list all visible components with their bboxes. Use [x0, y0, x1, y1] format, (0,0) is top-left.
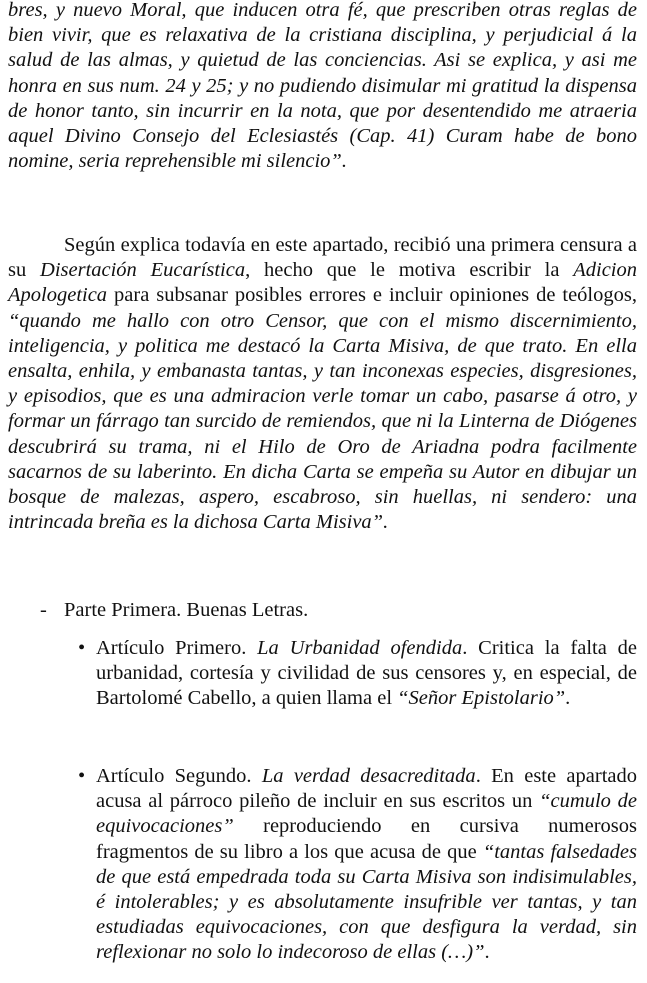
bullet-item-1 — [78, 636, 637, 712]
main-text-3: para subsanar posibles errores e incluir opiniones de teólogos, — [107, 284, 637, 307]
main-paragraph — [8, 233, 637, 535]
bullet-icon: • — [78, 765, 86, 787]
section-title: Parte Primera. Buenas Letras. — [64, 599, 309, 621]
main-text-2: , hecho que le motiva escribir la — [245, 259, 574, 282]
main-italic-1: Disertación Eucarística — [40, 259, 246, 282]
bullet-1-text-2: . Critica la falta de urbanidad, cortesía y civilidad de sus censores y, en especial, de Bartolomé Cabello, a quien llama el — [96, 637, 637, 710]
main-italic-3: “quando me hallo con otro Censor, que con el mismo discernimiento, inteligencia, y politica me destacó la Carta Misiva, de que trato. En ella ensalta, enhila, y embanasta tantas, y tan inconexas especies, disgresiones, y episodios, que es una admiracion verle tomar un cabo, pasarse á otro, y formar un fárrago tan surcido de remiendos, que ni la Linterna de Diógenes descubrirá su trama, ni el Hilo de Oro de Ariadna podra facilmente sacarnos de su laberinto. En dicha Carta se empeña su Autor en dibujar un bosque de malezas, aspero, escabroso, sin huellas, ni sendero: una intrincada breña es la dichosa Carta Misiva”. — [8, 309, 637, 534]
main-text-1: Según explica todavía en este apartado, recibió una primera censura a su — [8, 234, 637, 282]
bullet-2-italic-2: “cumulo de equivocaciones” — [96, 790, 637, 838]
dash-marker: - — [40, 599, 47, 621]
bullet-item-2 — [78, 764, 637, 966]
bullet-2-italic-3: “tantas falsedades de que está empedrada toda su Carta Misiva son indisimulables, é intolerables; y es absolutamente insufrible ver tantas, y tan estudiadas equivocaciones, con que desfigura la verdad, sin reflexionar no solo lo indecoroso de ellas (…)” — [96, 840, 637, 964]
quote-paragraph — [8, 0, 637, 174]
quote-text: bres, y nuevo Moral, que inducen otra fé, que prescriben otras reglas de bien vivir, que es relaxativa de la cristiana disciplina, y perjudicial á la salud de las almas, y quietud de las conciencias. Asi se explica, y asi me honra en sus num. 24 y 25; y no pudiendo disimular mi gratitud la dispensa de honor tanto, sin incurrir en la nota, que por desentendido me atraeria aquel Divino Consejo del Eclesiastés (Cap. 41) Curam habe de bono nomine, seria reprehensible mi silencio”. — [8, 0, 637, 173]
bullet-2-italic-1: La verdad desacreditada — [261, 765, 476, 787]
bullet-2-text-4: . — [484, 941, 490, 964]
bullet-1-text-3: . — [565, 687, 571, 710]
bullet-1-italic-2: “Señor Epistolario” — [397, 687, 566, 710]
bullet-2-text-2: . En este apartado acusa al párroco pileño de incluir en sus escritos un — [96, 765, 637, 813]
bullet-2-text-3: reproduciendo en cursiva numerosos fragmentos de su libro a los que acusa de que — [96, 815, 637, 863]
bullet-icon: • — [78, 637, 86, 659]
bullet-2-text-1: Artículo Segundo. — [96, 765, 262, 787]
bullet-1-italic-1: La Urbanidad ofendida — [257, 637, 463, 659]
bullet-1-text-1: Artículo Primero. — [96, 637, 258, 659]
main-italic-2: Adicion Apologetica — [8, 259, 637, 307]
